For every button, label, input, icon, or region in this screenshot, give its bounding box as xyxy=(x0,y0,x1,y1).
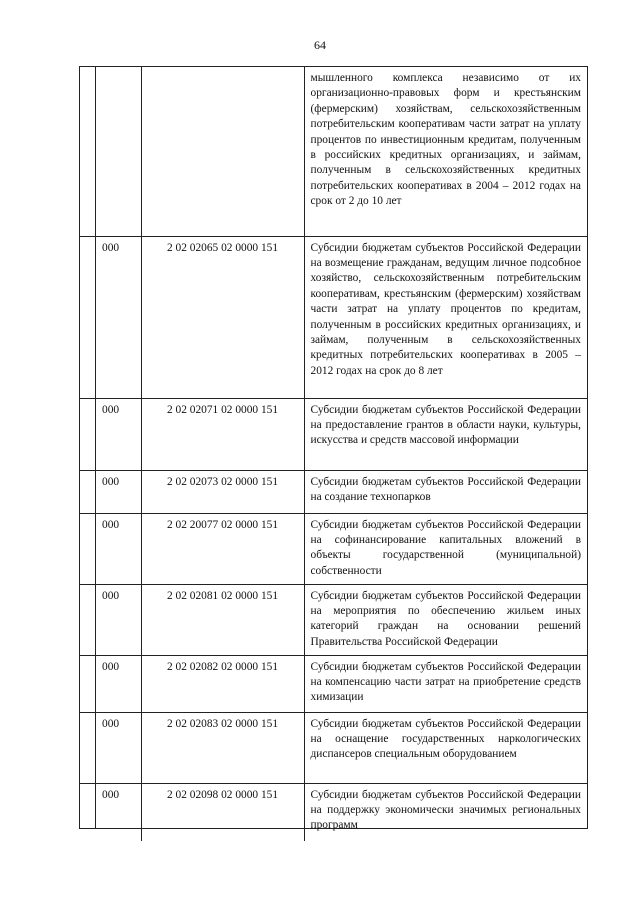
budget-code-cell: 2 02 02098 02 0000 151 xyxy=(141,783,304,841)
page-number: 64 xyxy=(314,38,326,52)
admin-code-cell: 000 xyxy=(80,513,141,584)
left-column-divider xyxy=(95,66,96,829)
budget-code-cell: 2 02 02073 02 0000 151 xyxy=(141,470,304,513)
table xyxy=(80,67,587,841)
admin-code-cell: 000 xyxy=(80,712,141,783)
table-row xyxy=(80,783,587,841)
table-row xyxy=(80,513,587,584)
admin-code-cell: 000 xyxy=(80,236,141,398)
table-row xyxy=(80,398,587,470)
table-body xyxy=(80,67,587,841)
admin-code-cell xyxy=(80,67,141,236)
description-cell: Субсидии бюджетам субъектов Российской Федерации на мероприятия по обеспечению жильем иных категорий граждан на основании решений Правительства Российской Федерации xyxy=(304,584,587,655)
description-cell: Субсидии бюджетам субъектов Российской Федерации на оснащение государственных наркологических диспансеров специальным оборудованием xyxy=(304,712,587,783)
description-cell: Субсидии бюджетам субъектов Российской Федерации на возмещение гражданам, ведущим личное подсобное хозяйство, сельскохозяйственным потребительским кооперативам, крестьянским (фермерским) хозяйствам части затрат на уплату процентов по кредитам, полученным в российских кредитных организациях, и займам, полученным в сельскохозяйственных кредитных потребительских кооперативах в 2005 – 2012 годах на срок до 8 лет xyxy=(304,236,587,398)
budget-code-cell xyxy=(141,67,304,236)
table-row xyxy=(80,712,587,783)
budget-code-cell: 2 02 02065 02 0000 151 xyxy=(141,236,304,398)
description-cell: Субсидии бюджетам субъектов Российской Федерации на предоставление грантов в области науки, культуры, искусства и средств массовой информации xyxy=(304,398,587,470)
description-cell: Субсидии бюджетам субъектов Российской Федерации на софинансирование капитальных вложений в объекты государственной (муниципальной) собственности xyxy=(304,513,587,584)
table-row-continuation xyxy=(80,67,587,236)
admin-code-cell: 000 xyxy=(80,584,141,655)
budget-code-cell: 2 02 02081 02 0000 151 xyxy=(141,584,304,655)
description-cell: Субсидии бюджетам субъектов Российской Федерации на компенсацию части затрат на приобретение средств химизации xyxy=(304,655,587,712)
description-cell: Субсидии бюджетам субъектов Российской Федерации на создание технопарков xyxy=(304,470,587,513)
budget-code-cell: 2 02 20077 02 0000 151 xyxy=(141,513,304,584)
budget-code-cell: 2 02 02082 02 0000 151 xyxy=(141,655,304,712)
table-row xyxy=(80,470,587,513)
admin-code-cell: 000 xyxy=(80,783,141,841)
table-row xyxy=(80,236,587,398)
description-cell: мышленного комплекса независимо от их организационно-правовых форм и крестьянским (фермерским) хозяйствам, сельскохозяйственным потребительским кооперативам части затрат на уплату процентов по инвестиционным кредитам, полученным в российских кредитных организациях, и займам, полученным в сельскохозяйственных кредитных потребительских кооперативах в 2004 – 2012 годах на срок от 2 до 10 лет xyxy=(310,72,581,208)
budget-code-cell: 2 02 02083 02 0000 151 xyxy=(141,712,304,783)
budget-code-table xyxy=(79,66,588,832)
description-cell: Субсидии бюджетам субъектов Российской Федерации на поддержку экономически значимых региональных программ xyxy=(304,783,587,841)
admin-code-cell: 000 xyxy=(80,398,141,470)
table-row xyxy=(80,655,587,712)
budget-code-cell: 2 02 02071 02 0000 151 xyxy=(141,398,304,470)
table-row xyxy=(80,584,587,655)
admin-code-cell: 000 xyxy=(80,470,141,513)
admin-code-cell: 000 xyxy=(80,655,141,712)
